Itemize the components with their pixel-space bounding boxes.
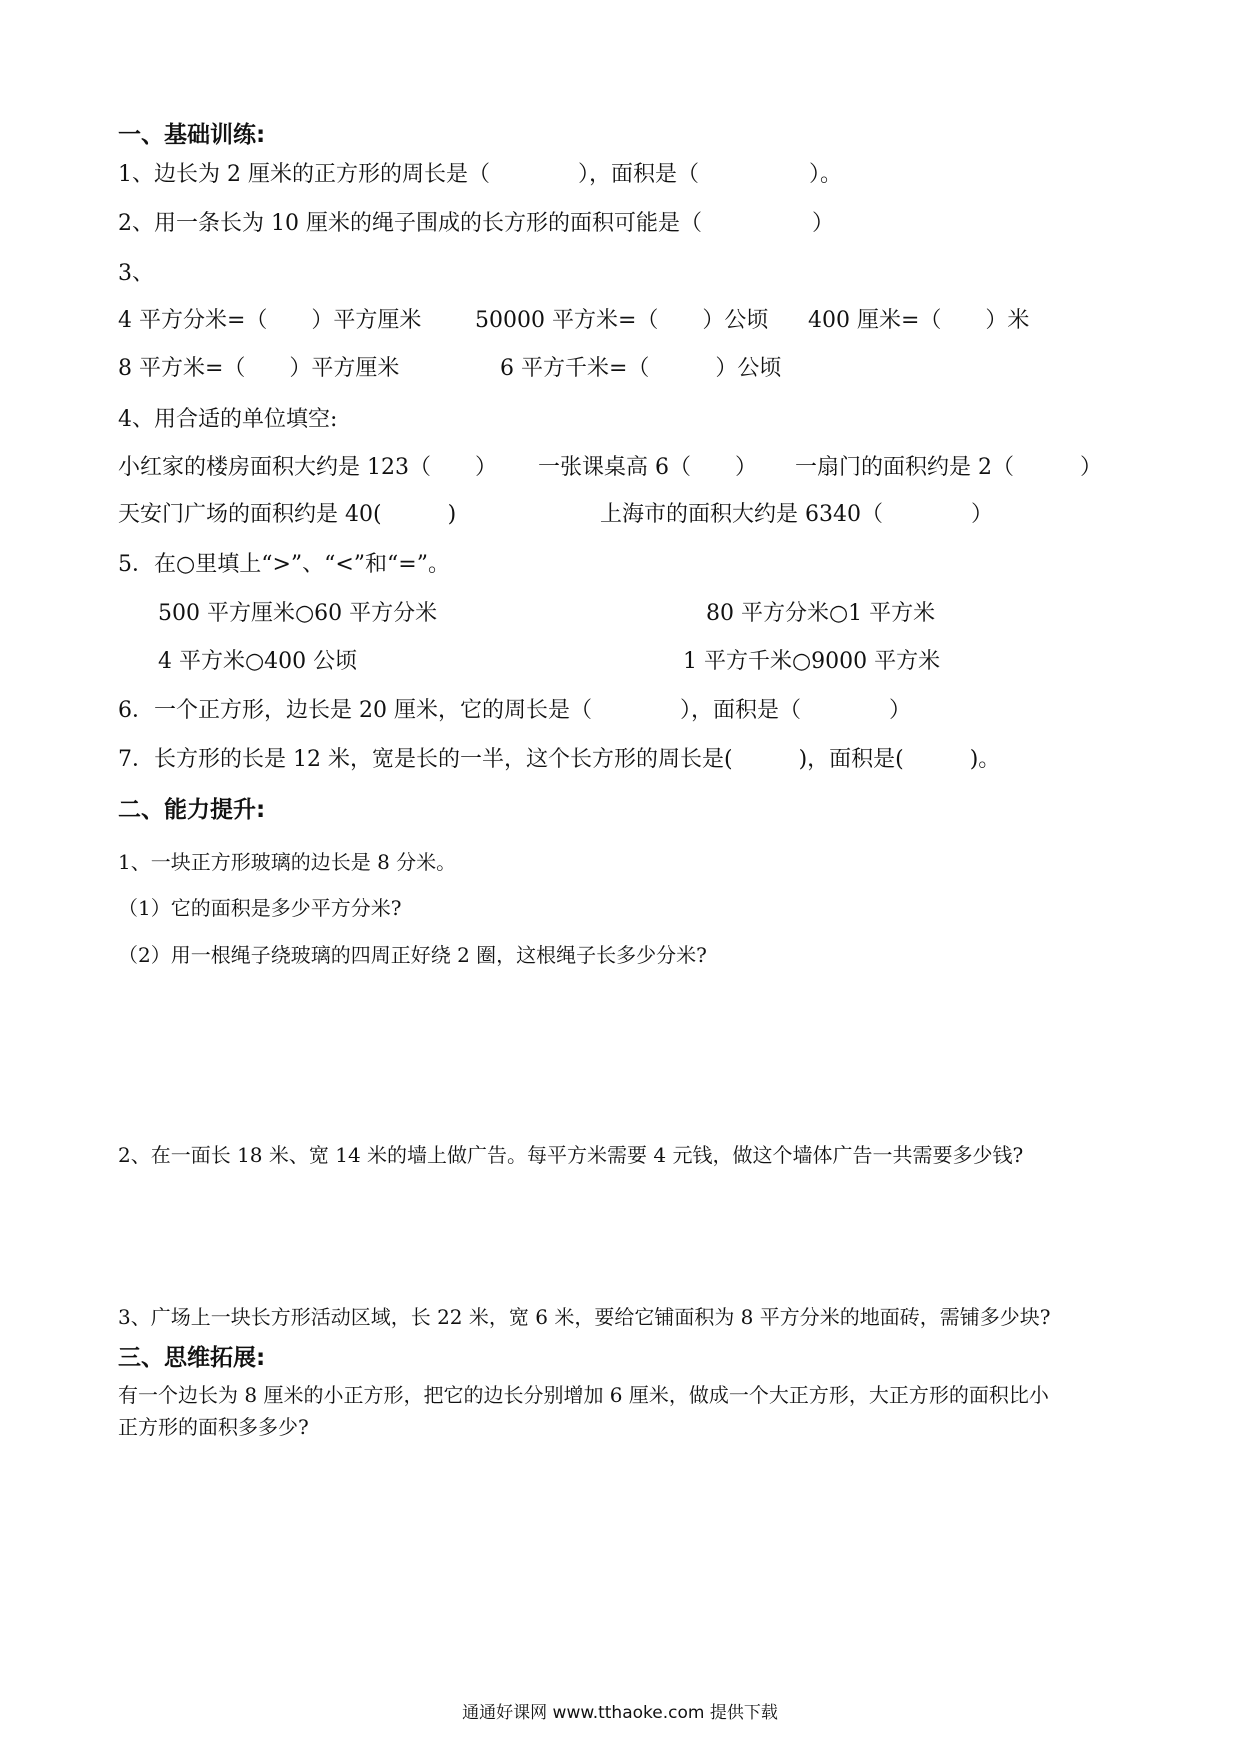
question-6: 6．一个正方形，边长是 20 厘米，它的周长是（ ），面积是（ ） [118, 698, 911, 723]
q5-item: 80 平方分米○1 平方米 [706, 601, 936, 626]
q4-item: 一张课桌高 6（ ） [538, 455, 757, 480]
q5-item: 4 平方米○400 公顷 [158, 649, 358, 674]
problem-1a: （1）它的面积是多少平方分米? [118, 896, 402, 920]
section-3-heading: 三、思维拓展: [118, 1345, 266, 1371]
question-7: 7．长方形的长是 12 米，宽是长的一半，这个长方形的周长是( )，面积是( )。 [118, 747, 1001, 772]
q3-item: 6 平方千米=（ ）公顷 [500, 356, 782, 381]
q5-item: 500 平方厘米○60 平方分米 [158, 601, 438, 626]
q4-item: 上海市的面积大约是 6340（ ） [600, 502, 993, 527]
question-2: 2、用一条长为 10 厘米的绳子围成的长方形的面积可能是（ ） [118, 211, 834, 236]
extension-line-1: 有一个边长为 8 厘米的小正方形，把它的边长分别增加 6 厘米，做成一个大正方形，大正方形的面积比小 [118, 1383, 1049, 1407]
extension-line-2: 正方形的面积多多少? [118, 1415, 309, 1439]
q3-item: 4 平方分米=（ ）平方厘米 [118, 308, 422, 333]
q4-item: 天安门广场的面积约是 40( ) [118, 502, 457, 527]
problem-2: 2、在一面长 18 米、宽 14 米的墙上做广告。每平方米需要 4 元钱，做这个墙体广告一共需要多少钱? [118, 1143, 1024, 1167]
problem-1b: （2）用一根绳子绕玻璃的四周正好绕 2 圈，这根绳子长多少分米? [118, 943, 707, 967]
q4-item: 一扇门的面积约是 2（ ） [795, 455, 1102, 480]
page-footer: 通通好课网 www.tthaoke.com 提供下载 [462, 1703, 778, 1723]
question-1: 1、边长为 2 厘米的正方形的周长是（ ），面积是（ ）。 [118, 162, 842, 187]
q3-item: 8 平方米=（ ）平方厘米 [118, 356, 400, 381]
q5-item: 1 平方千米○9000 平方米 [683, 649, 941, 674]
problem-3: 3、广场上一块长方形活动区域，长 22 米，宽 6 米，要给它铺面积为 8 平方分米的地面砖，需铺多少块? [118, 1305, 1051, 1329]
question-5-label: 5．在○里填上“>”、“<”和“=”。 [118, 552, 450, 577]
section-2-heading: 二、能力提升: [118, 797, 266, 823]
q4-item: 小红家的楼房面积大约是 123（ ） [118, 455, 497, 480]
section-1-heading: 一、基础训练: [118, 122, 266, 148]
question-3-label: 3、 [118, 261, 154, 286]
problem-1: 1、一块正方形玻璃的边长是 8 分米。 [118, 850, 457, 874]
question-4-label: 4、用合适的单位填空: [118, 407, 338, 432]
q3-item: 400 厘米=（ ）米 [808, 308, 1030, 333]
q3-item: 50000 平方米=（ ）公顷 [475, 308, 769, 333]
